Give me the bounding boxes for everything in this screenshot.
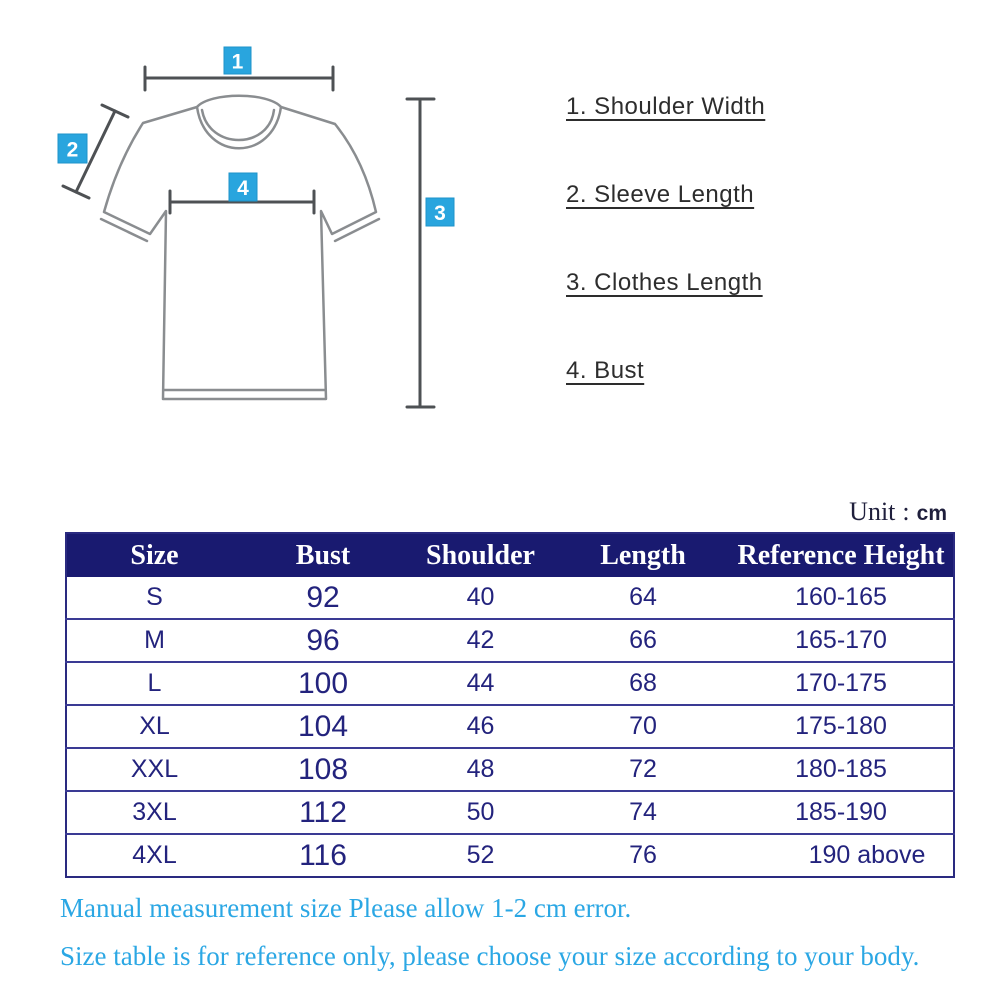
table-cell: 185-190 [729,791,954,834]
table-row [66,577,954,619]
marker-3-number: 3 [434,202,446,225]
table-cell: S [66,577,242,619]
table-row [66,705,954,748]
legend-item-shoulder-width: 1. Shoulder Width [566,93,766,120]
unit-value: cm [916,502,947,525]
size-table [65,532,955,878]
marker-1-badge [224,47,251,74]
unit-separator: : [902,497,910,526]
table-cell: 72 [557,748,729,791]
table-cell: 92 [242,577,404,619]
column-header-shoulder: Shoulder [404,533,557,577]
tshirt-outline [101,96,379,399]
table-cell: 116 [242,834,404,877]
table-cell: XXL [66,748,242,791]
table-cell: 104 [242,705,404,748]
unit-label [849,497,947,527]
table-cell: 46 [404,705,557,748]
footnotes [60,893,919,989]
marker-3-badge [426,198,454,226]
table-cell: L [66,662,242,705]
table-cell: 175-180 [729,705,954,748]
size-table-header [66,533,954,577]
table-cell: 44 [404,662,557,705]
table-cell: 170-175 [729,662,954,705]
column-header-reference-height: Reference Height [729,533,954,577]
note-measurement-error: Manual measurement size Please allow 1-2 cm error. [60,893,632,923]
marker-4-number: 4 [237,177,249,200]
note-reference-only: Size table is for reference only, please choose your size according to your body. [60,941,920,971]
table-cell: 112 [242,791,404,834]
table-cell: 190 above [729,834,954,877]
table-cell: 3XL [66,791,242,834]
column-header-bust: Bust [242,533,404,577]
table-cell: 100 [242,662,404,705]
marker-2-badge [58,134,87,163]
table-row [66,834,954,877]
clothes-length-measure-line [407,99,434,407]
legend-item-bust: 4. Bust [566,357,645,384]
unit-word: Unit [849,497,896,526]
marker-1-number: 1 [231,50,244,74]
tshirt-measurement-diagram [40,40,460,420]
table-cell: 4XL [66,834,242,877]
table-cell: XL [66,705,242,748]
header-row [66,533,954,577]
table-cell: 96 [242,619,404,662]
measurement-legend [566,93,765,445]
table-cell: 160-165 [729,577,954,619]
legend-item-clothes-length: 3. Clothes Length [566,269,763,296]
table-row [66,619,954,662]
table-row [66,748,954,791]
table-cell: 70 [557,705,729,748]
table-cell: 66 [557,619,729,662]
table-cell: M [66,619,242,662]
column-header-length: Length [557,533,729,577]
table-row [66,662,954,705]
table-cell: 108 [242,748,404,791]
table-cell: 42 [404,619,557,662]
table-row [66,791,954,834]
table-cell: 64 [557,577,729,619]
table-cell: 165-170 [729,619,954,662]
table-cell: 52 [404,834,557,877]
table-cell: 40 [404,577,557,619]
legend-item-sleeve-length: 2. Sleeve Length [566,181,755,208]
table-cell: 180-185 [729,748,954,791]
table-cell: 48 [404,748,557,791]
table-cell: 50 [404,791,557,834]
table-cell: 74 [557,791,729,834]
size-table-body [66,577,954,877]
table-cell: 76 [557,834,729,877]
marker-2-number: 2 [66,138,79,162]
table-cell: 68 [557,662,729,705]
marker-4-badge [229,173,257,201]
column-header-size: Size [66,533,242,577]
